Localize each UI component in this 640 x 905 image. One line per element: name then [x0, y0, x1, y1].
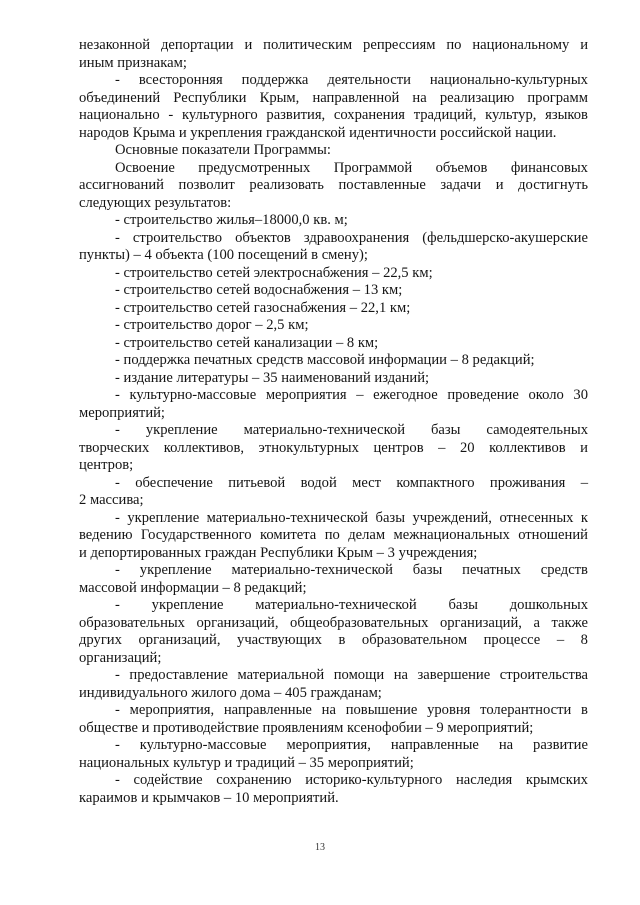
- text-line: - содействие сохранению историко-культурного наследия крымских: [115, 772, 588, 788]
- text-line: незаконной депортации и политическим репрессиям по национальному и: [79, 37, 588, 53]
- text-line: мероприятий;: [79, 404, 165, 421]
- text-line: других организаций, участвующих в образовательном процессе – 8: [79, 632, 588, 648]
- text-line: - укрепление материально-технической базы учреждений, отнесенных к: [115, 509, 588, 526]
- text-line: индивидуального жилого дома – 405 гражданам;: [79, 684, 382, 701]
- text-line: - издание литературы – 35 наименований изданий;: [115, 369, 430, 386]
- text-line: центров;: [79, 457, 134, 473]
- text-line: - всесторонняя поддержка деятельности национально-культурных: [115, 72, 588, 88]
- text-line: творческих коллективов, этнокультурных центров – 20 коллективов и: [79, 439, 588, 456]
- text-line: ведению Государственного комитета по делам межнациональных отношений: [79, 527, 588, 543]
- text-line: - укрепление материально-технической базы самодеятельных: [115, 422, 588, 438]
- text-line: караимов и крымчаков – 10 мероприятий.: [79, 789, 339, 806]
- text-line: - предоставление материальной помощи на завершение строительства: [115, 667, 588, 683]
- text-line: - строительство сетей водоснабжения – 13 км;: [115, 282, 403, 298]
- text-line: - строительство объектов здравоохранения (фельдшерско-акушерские: [115, 229, 588, 246]
- text-line: - строительство сетей газоснабжения – 22,1 км;: [115, 299, 411, 316]
- text-line: и депортированных граждан Республики Крым – 3 учреждения;: [79, 544, 478, 561]
- text-line: иным признакам;: [79, 54, 187, 71]
- text-line: 2 массива;: [79, 492, 144, 508]
- text-line: - строительство дорог – 2,5 км;: [115, 317, 309, 333]
- text-line: - строительство жилья–18000,0 кв. м;: [115, 212, 348, 228]
- text-line: - мероприятия, направленные на повышение уровня толерантности в: [115, 702, 588, 718]
- text-line: народов Крыма и укрепления гражданской идентичности российской нации.: [79, 124, 557, 141]
- text-line: национально - культурного развития, сохранения традиций, культур, языков: [79, 107, 588, 123]
- text-line: - укрепление материально-технической базы печатных средств: [115, 562, 588, 578]
- text-line: Основные показатели Программы:: [115, 142, 331, 158]
- text-line: Освоение предусмотренных Программой объемов финансовых: [115, 159, 588, 176]
- text-line: организаций;: [79, 649, 162, 666]
- text-line: - укрепление материально-технической базы дошкольных: [115, 597, 588, 613]
- body-text: [79, 37, 588, 807]
- text-line: - культурно-массовые мероприятия, направленные на развитие: [115, 737, 588, 753]
- text-line: национальных культур и традиций – 35 мероприятий;: [79, 754, 414, 771]
- text-line: массовой информации – 8 редакций;: [79, 579, 307, 596]
- text-line: - культурно-массовые мероприятия – ежегодное проведение около 30: [115, 387, 588, 403]
- text-line: ассигнований позволит реализовать поставленные задачи и достигнуть: [79, 177, 588, 193]
- text-line: - обеспечение питьевой водой мест компактного проживания –: [115, 474, 588, 491]
- text-line: - строительство сетей канализации – 8 км;: [115, 334, 379, 351]
- text-line: - поддержка печатных средств массовой информации – 8 редакций;: [115, 352, 535, 368]
- text-line: образовательных организаций, общеобразовательных организаций, а также: [79, 614, 588, 631]
- text-line: следующих результатов:: [79, 194, 232, 211]
- text-line: пункты) – 4 объекта (100 посещений в смену);: [79, 247, 368, 263]
- page-number: 13: [315, 842, 325, 853]
- text-line: объединений Республики Крым, направленной на реализацию программ: [79, 89, 588, 106]
- text-line: обществе и противодействие проявлениям ксенофобии – 9 мероприятий;: [79, 719, 534, 736]
- text-line: - строительство сетей электроснабжения – 22,5 км;: [115, 264, 433, 281]
